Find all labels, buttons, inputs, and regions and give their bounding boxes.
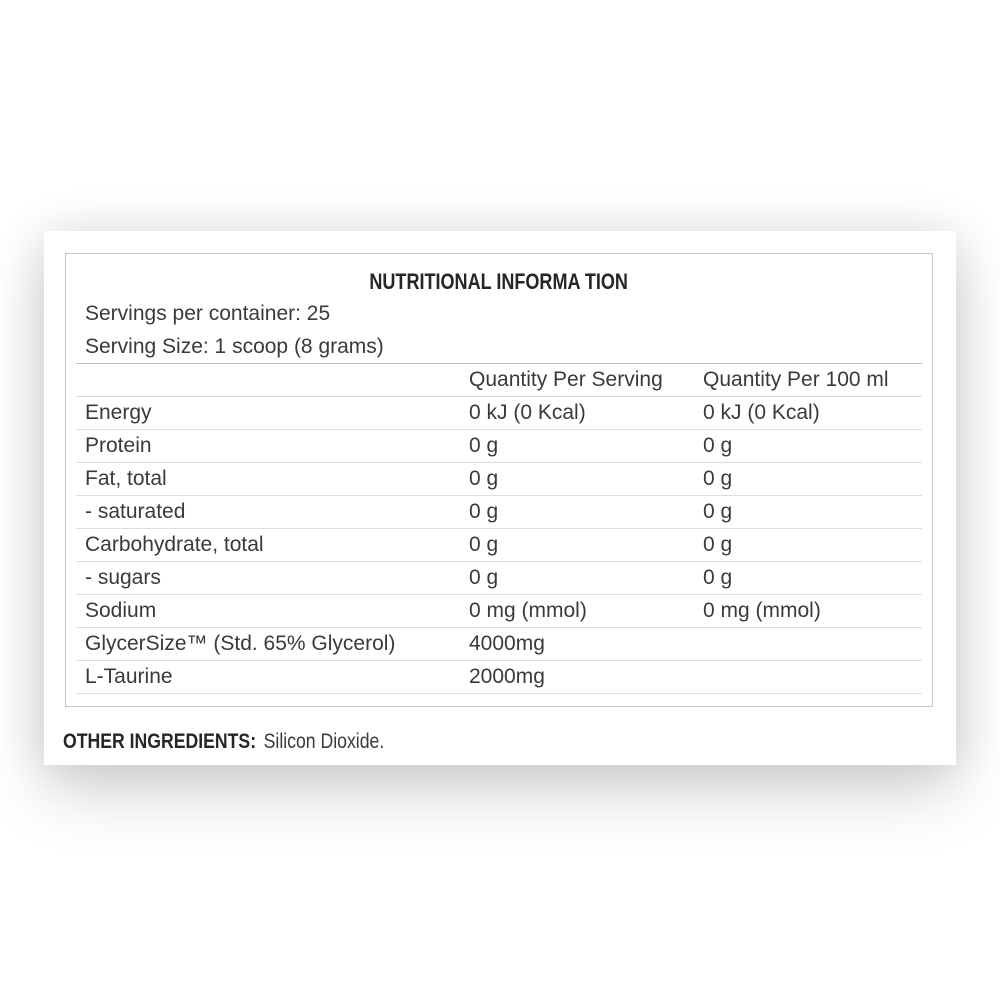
other-ingredients-label: OTHER INGREDIENTS: bbox=[63, 730, 257, 753]
quantity-per-serving: 0 g bbox=[469, 496, 703, 529]
quantity-per-serving: 4000mg bbox=[469, 628, 703, 661]
table-row bbox=[76, 529, 922, 562]
quantity-per-serving: 2000mg bbox=[469, 661, 703, 694]
nutrient-name: - saturated bbox=[76, 496, 469, 529]
quantity-per-100ml bbox=[703, 661, 922, 694]
other-ingredients-line bbox=[63, 730, 445, 754]
nutrition-table bbox=[76, 297, 922, 694]
quantity-per-serving: 0 g bbox=[469, 562, 703, 595]
nutrition-facts-panel bbox=[65, 253, 933, 707]
nutrition-label-card bbox=[44, 231, 956, 765]
quantity-per-serving: 0 mg (mmol) bbox=[469, 595, 703, 628]
servings-per-container-row bbox=[76, 297, 922, 330]
nutrient-name: Energy bbox=[76, 397, 469, 430]
nutrient-name: Protein bbox=[76, 430, 469, 463]
quantity-per-serving: 0 g bbox=[469, 463, 703, 496]
panel-title-text: NUTRITIONAL INFORMA TION bbox=[369, 269, 629, 294]
quantity-per-100ml: 0 g bbox=[703, 562, 922, 595]
nutrient-name: GlycerSize™ (Std. 65% Glycerol) bbox=[76, 628, 469, 661]
quantity-per-serving: 0 kJ (0 Kcal) bbox=[469, 397, 703, 430]
column-header-per-serving: Quantity Per Serving bbox=[469, 364, 703, 397]
table-row bbox=[76, 562, 922, 595]
table-row bbox=[76, 661, 922, 694]
nutrient-name: - sugars bbox=[76, 562, 469, 595]
quantity-per-100ml: 0 mg (mmol) bbox=[703, 595, 922, 628]
nutrient-name: L-Taurine bbox=[76, 661, 469, 694]
table-row bbox=[76, 628, 922, 661]
nutrient-name: Sodium bbox=[76, 595, 469, 628]
other-ingredients-text bbox=[63, 730, 384, 754]
table-row bbox=[76, 496, 922, 529]
quantity-per-serving: 0 g bbox=[469, 430, 703, 463]
quantity-per-100ml: 0 g bbox=[703, 529, 922, 562]
nutrient-name: Fat, total bbox=[76, 463, 469, 496]
serving-size: Serving Size: 1 scoop (8 grams) bbox=[76, 330, 922, 364]
nutrient-name: Carbohydrate, total bbox=[76, 529, 469, 562]
panel-title bbox=[66, 254, 932, 297]
quantity-per-100ml: 0 g bbox=[703, 430, 922, 463]
other-ingredients-value: Silicon Dioxide. bbox=[263, 730, 385, 753]
serving-size-row bbox=[76, 330, 922, 364]
servings-per-container: Servings per container: 25 bbox=[85, 301, 331, 325]
table-row bbox=[76, 430, 922, 463]
column-header-nutrient bbox=[76, 364, 469, 397]
table-header-row bbox=[76, 364, 922, 397]
quantity-per-100ml: 0 g bbox=[703, 463, 922, 496]
quantity-per-100ml: 0 g bbox=[703, 496, 922, 529]
quantity-per-100ml: 0 kJ (0 Kcal) bbox=[703, 397, 922, 430]
quantity-per-serving: 0 g bbox=[469, 529, 703, 562]
quantity-per-100ml bbox=[703, 628, 922, 661]
table-row bbox=[76, 463, 922, 496]
column-header-per-100ml: Quantity Per 100 ml bbox=[703, 364, 922, 397]
table-row bbox=[76, 397, 922, 430]
table-row bbox=[76, 595, 922, 628]
